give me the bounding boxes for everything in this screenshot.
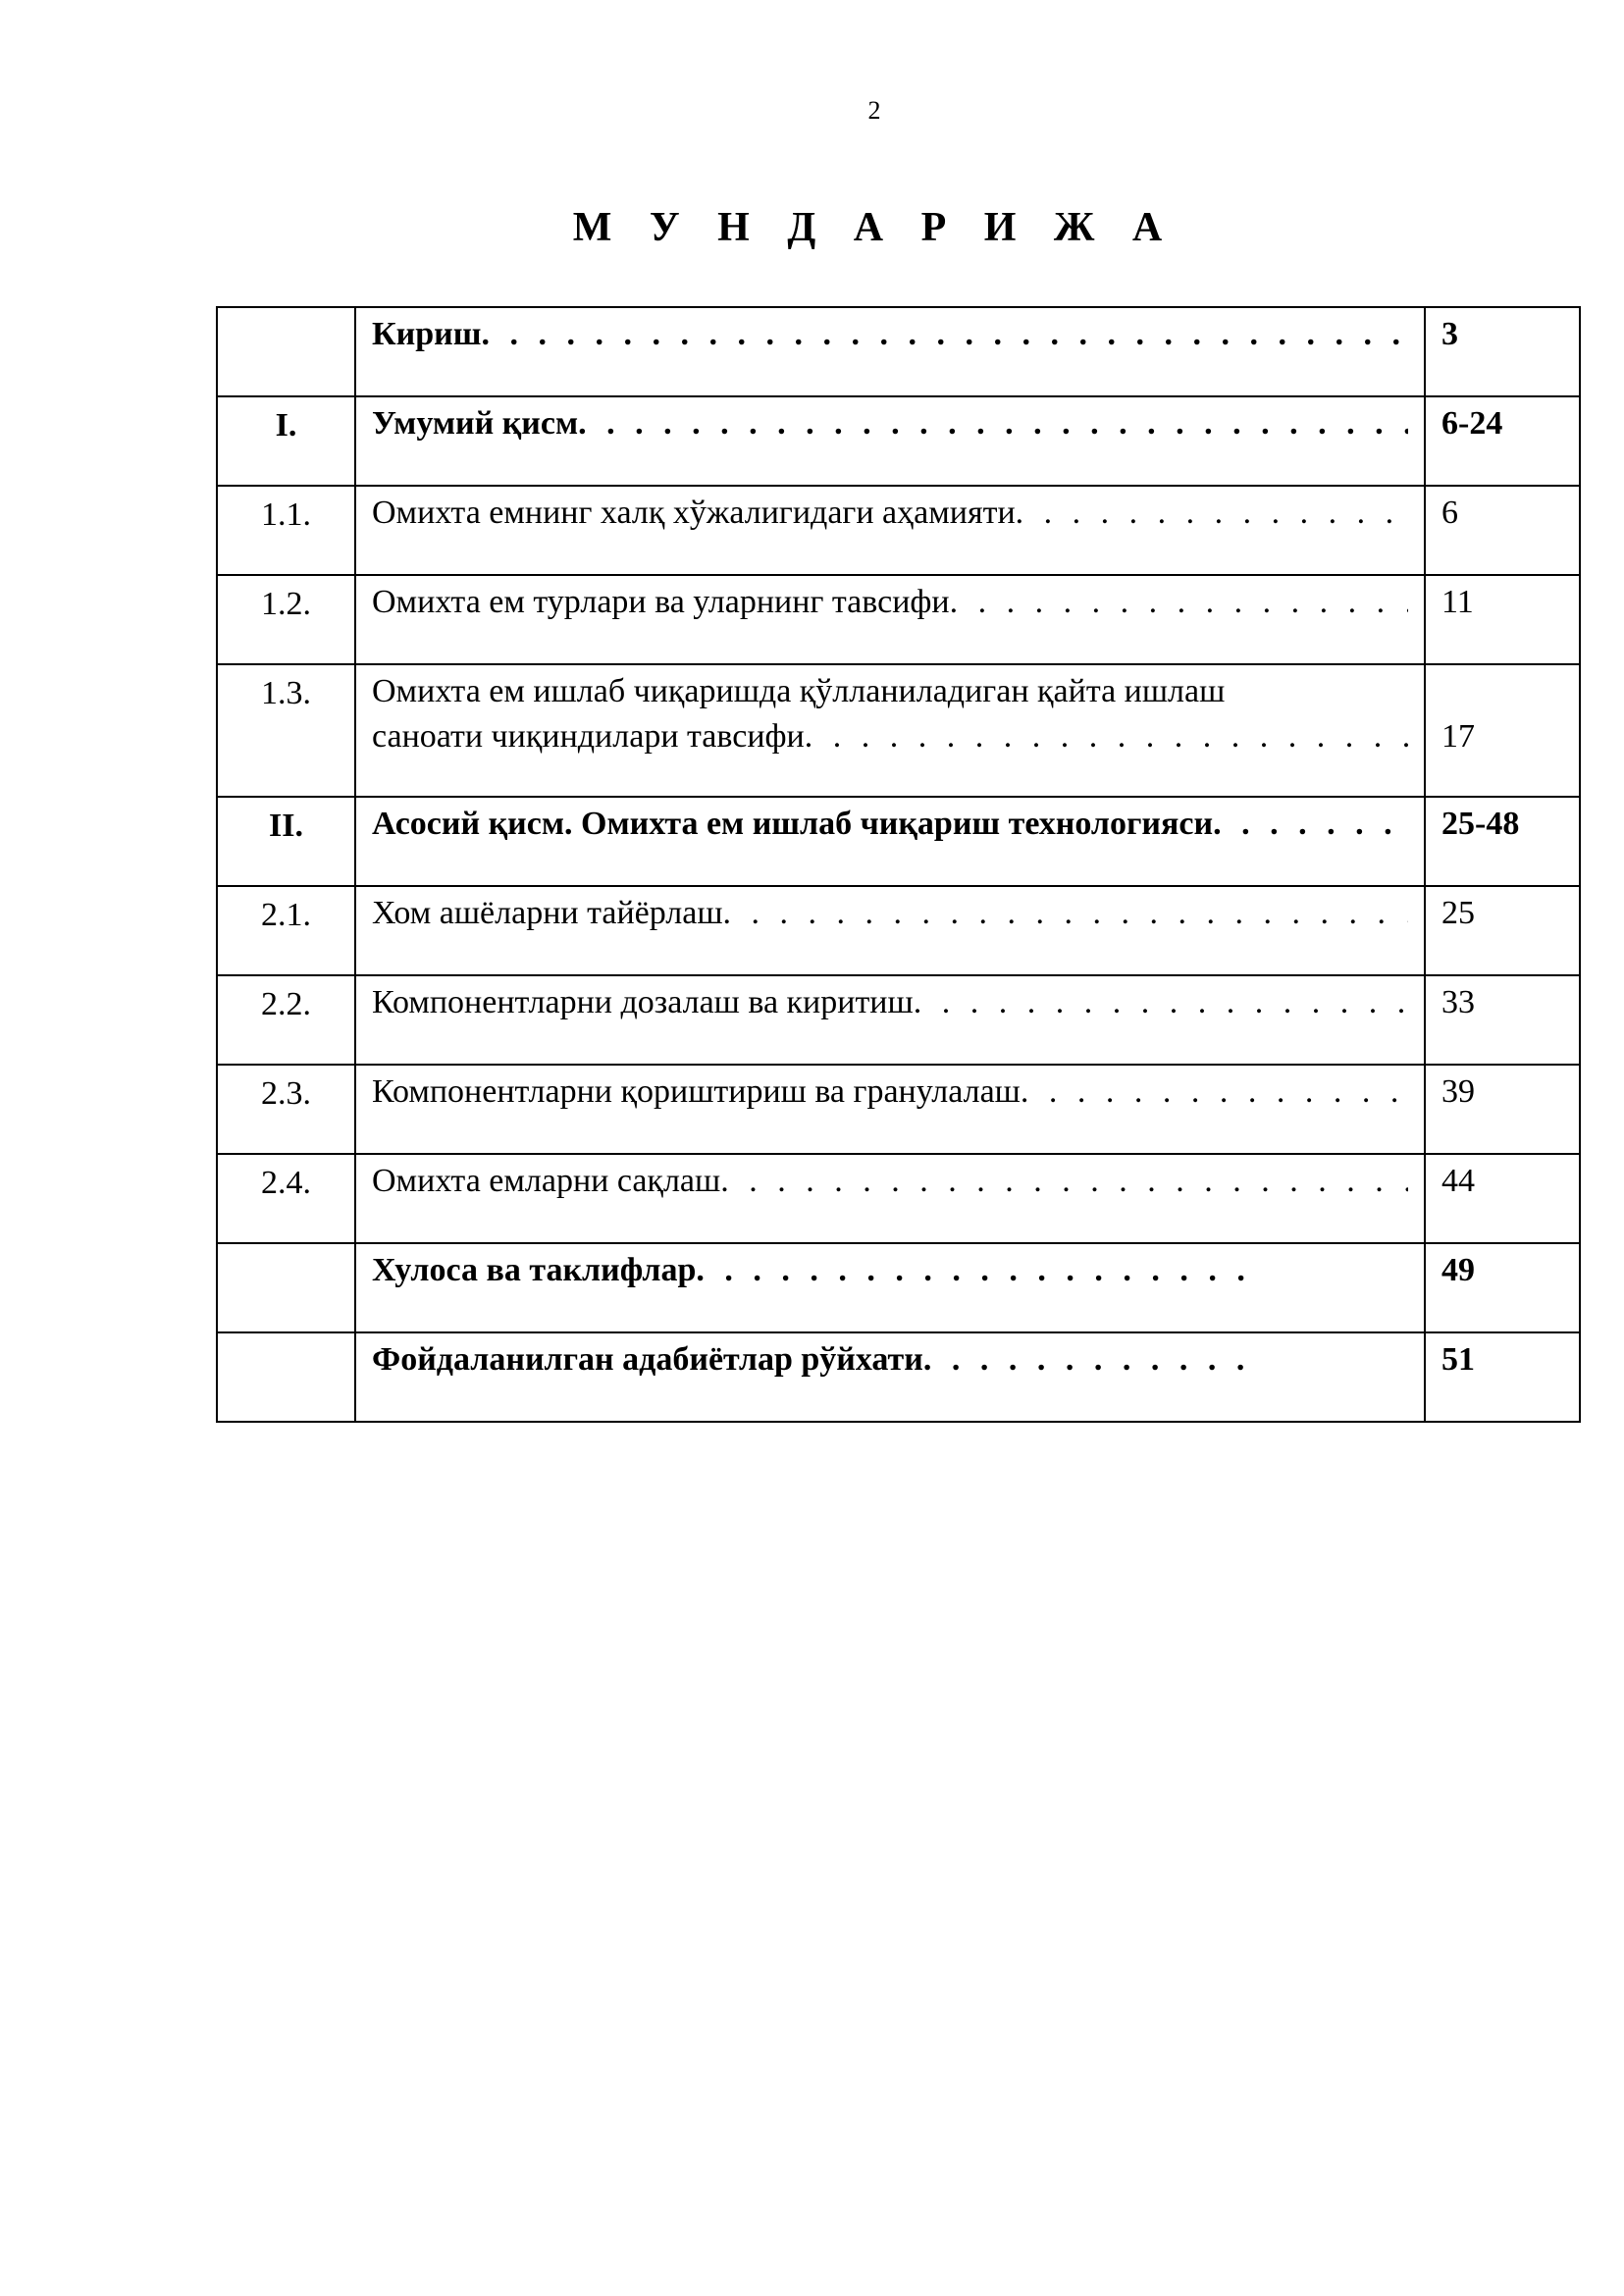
toc-row	[217, 975, 1580, 1065]
toc-page: 49	[1425, 1243, 1580, 1332]
toc-number	[217, 1243, 355, 1332]
toc-row	[217, 1243, 1580, 1332]
toc-title-cell	[355, 1154, 1425, 1243]
toc-number: 2.4.	[217, 1154, 355, 1243]
toc-title: саноати чиқиндилари тавсифи	[372, 718, 805, 755]
toc-page: 11	[1425, 575, 1580, 664]
toc-page: 6	[1425, 486, 1580, 575]
toc-page	[1425, 664, 1580, 797]
toc-page: 51	[1425, 1332, 1580, 1422]
toc-page: 25-48	[1425, 797, 1580, 886]
table-of-contents	[216, 306, 1581, 1423]
toc-page: 33	[1425, 975, 1580, 1065]
toc-row	[217, 396, 1580, 486]
toc-row	[217, 886, 1580, 975]
toc-title: Хулоса ва таклифлар	[372, 1252, 697, 1288]
toc-row	[217, 575, 1580, 664]
toc-number: 2.1.	[217, 886, 355, 975]
toc-number: II.	[217, 797, 355, 886]
toc-number: 1.2.	[217, 575, 355, 664]
toc-number: 1.1.	[217, 486, 355, 575]
toc-title-cell	[355, 575, 1425, 664]
toc-row	[217, 797, 1580, 886]
page-number: 2	[867, 96, 881, 125]
toc-row	[217, 1332, 1580, 1422]
toc-row	[217, 486, 1580, 575]
toc-title: Фойдаланилган адабиётлар рўйхати	[372, 1341, 923, 1378]
toc-title-cell	[355, 1332, 1425, 1422]
toc-title: Кириш	[372, 316, 482, 352]
toc-title-cell	[355, 886, 1425, 975]
toc-title-cell	[355, 797, 1425, 886]
toc-title-cell	[355, 1065, 1425, 1154]
toc-number	[217, 307, 355, 396]
toc-title-cell	[355, 664, 1425, 797]
toc-title-cell	[355, 307, 1425, 396]
toc-title: Асосий қисм. Омихта ем ишлаб чиқариш технологияси	[372, 806, 1214, 842]
toc-number: 2.3.	[217, 1065, 355, 1154]
toc-row	[217, 1154, 1580, 1243]
toc-number: 2.2.	[217, 975, 355, 1065]
toc-page: 3	[1425, 307, 1580, 396]
toc-page: 25	[1425, 886, 1580, 975]
toc-row	[217, 664, 1580, 797]
toc-title-cell	[355, 396, 1425, 486]
toc-title-cell	[355, 975, 1425, 1065]
toc-title: Омихта ем турлари ва уларнинг тавсифи	[372, 584, 950, 620]
toc-number: I.	[217, 396, 355, 486]
toc-title: Омихта емларни сақлаш	[372, 1163, 721, 1199]
toc-page: 39	[1425, 1065, 1580, 1154]
toc-page: 44	[1425, 1154, 1580, 1243]
toc-title: Компонентларни қориштириш ва гранулалаш	[372, 1073, 1021, 1110]
toc-title-cell	[355, 486, 1425, 575]
toc-row	[217, 1065, 1580, 1154]
toc-number: 1.3.	[217, 664, 355, 797]
toc-title: Омихта емнинг халқ хўжалигидаги аҳамияти	[372, 495, 1016, 531]
toc-title-cell	[355, 1243, 1425, 1332]
toc-title-line1: Омихта ем ишлаб чиқаришда қўлланиладиган қайта ишлаш	[372, 673, 1226, 709]
toc-number	[217, 1332, 355, 1422]
toc-title: Хом ашёларни тайёрлаш	[372, 895, 723, 931]
document-title: М У Н Д А Р И Ж А	[572, 205, 1177, 250]
toc-title: Компонентларни дозалаш ва киритиш	[372, 984, 914, 1020]
toc-row	[217, 307, 1580, 396]
toc-page-value: 17	[1441, 718, 1475, 755]
toc-page: 6-24	[1425, 396, 1580, 486]
toc-title: Умумий қисм	[372, 405, 579, 442]
